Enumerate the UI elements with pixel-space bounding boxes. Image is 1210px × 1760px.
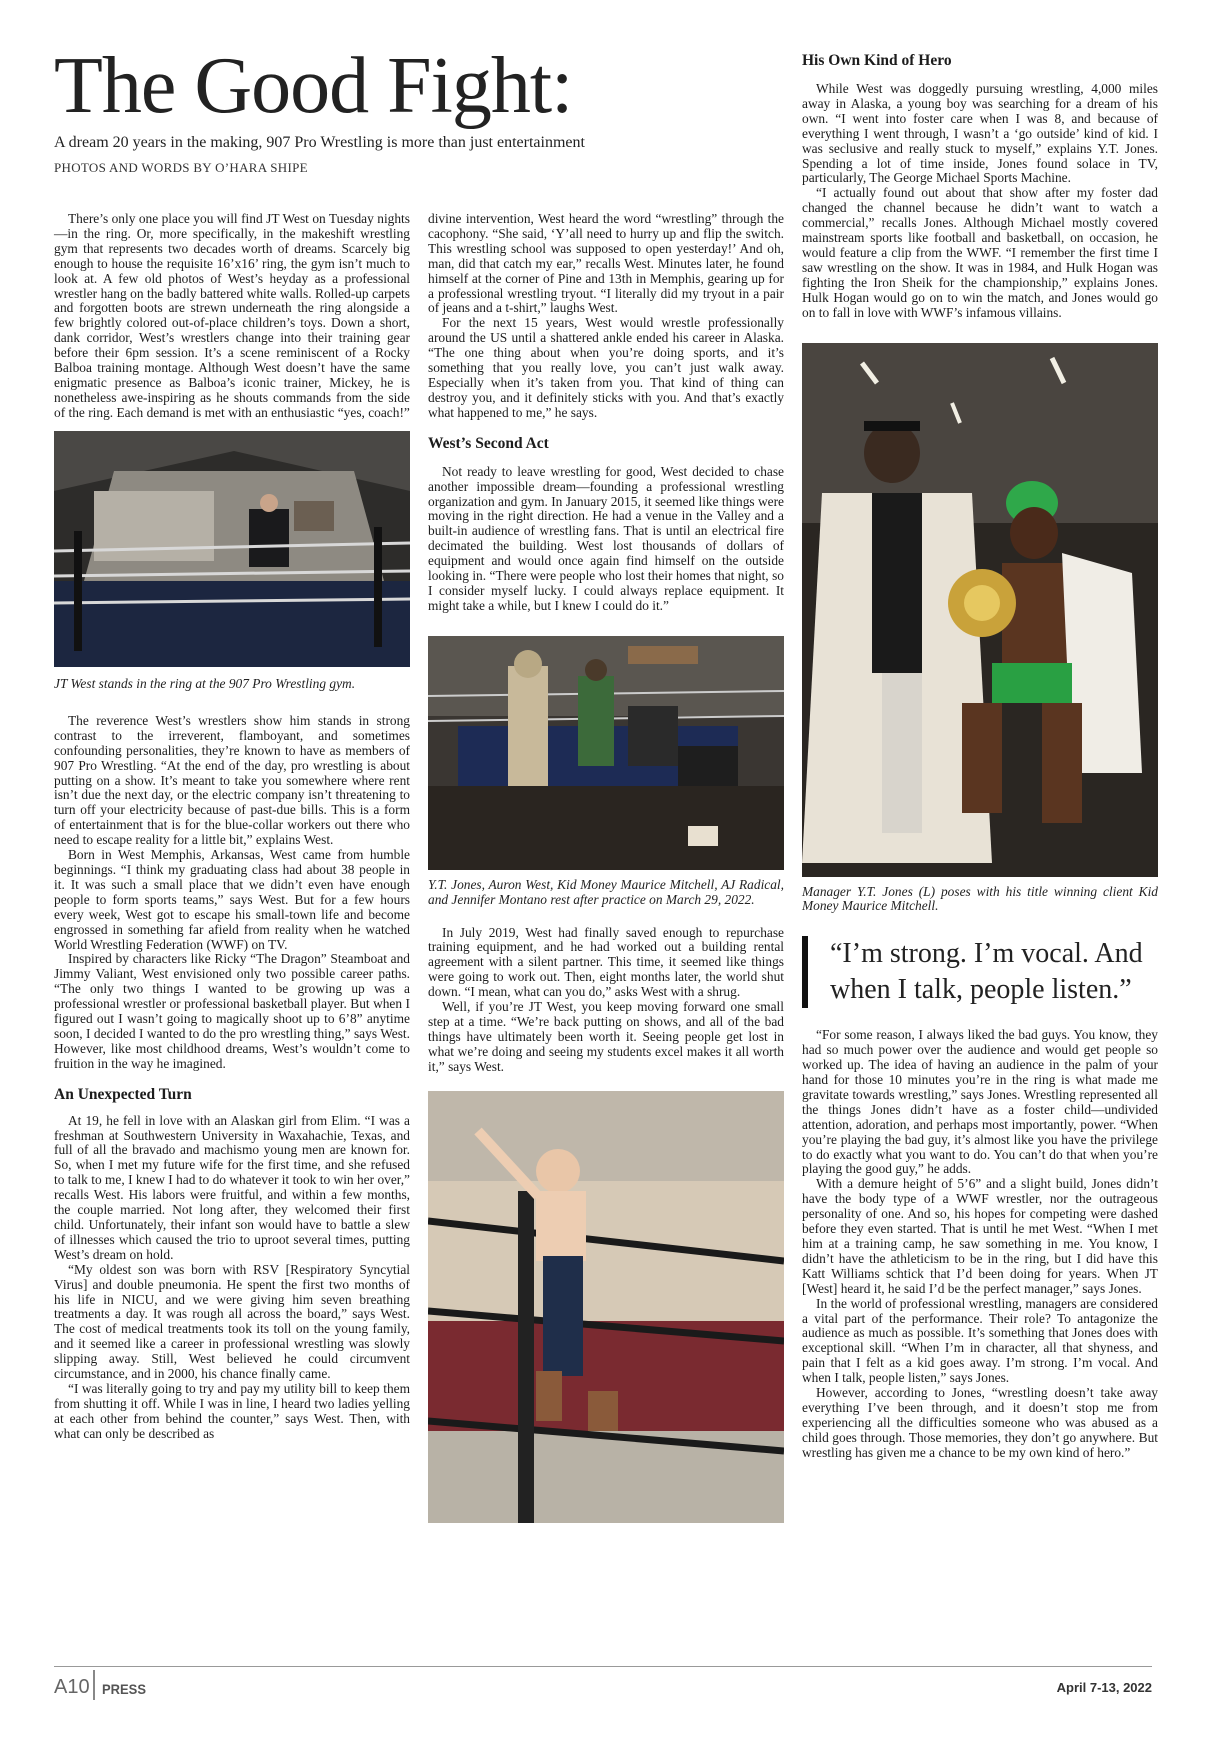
- paragraph: However, according to Jones, “wrestling doesn’t take away everything I’ve been through, and it doesn’t stop me from experiencing all the difficulties someone who was abused as a child goes through. Those memories, they don’t go anywhere. But wrestling has given me a chance to be my own kind of hero.”: [802, 1385, 1158, 1460]
- paragraph: “I was literally going to try and pay my utility bill to keep them from shutting it off. While I was in line, I heard two ladies yelling at each other from behind the counter,” says West. Then, with what can only be described as: [54, 1380, 410, 1441]
- paragraph: With a demure height of 5’6” and a slight build, Jones didn’t have the body type of a WWF wrestler, nor the outrageous personality of one. And so, his hopes for competing were dashed before they even started. That is until he met West. “When I met him at a training camp, he saw something in me. You know, I didn’t have the athleticism to be in the ring, but I did have this Katt Williams schtick that I’d been doing for years. When JT [West] heard it, he said I’d be the perfect manager,” says Jones.: [802, 1176, 1158, 1296]
- subhead-own-kind-of-hero: His Own Kind of Hero: [802, 52, 952, 69]
- paragraph: “For some reason, I always liked the bad guys. You know, they had so much power over the audience and would get people so worked up. The idea of having an audience in the palm of your hand for those 10 minutes you’re in the ring is what made me gravitate towards wrestling,” says Jones. Wrestling represented all the things Jones didn’t have as a foster child—undivided attention, adoration, and perhaps most importantly, power. “When you’re playing the bad guy, it’s almost like you have the privilege to do exactly what you want to do. You can’t do that when you’re playing the good guy,” he adds.: [802, 1027, 1158, 1177]
- paragraph: There’s only one place you will find JT West on Tuesday nights—in the ring. Or, more specifically, in the makeshift wrestling gym that represents two decades worth of dreams. Scarcely big enough to house the requisite 16’x16’ ring, the gym isn’t much to look at. A few old photos of West’s heyday as a professional wrestler hang on the badly battered white walls. Rolled-up carpets and forgotten boots are strewn underneath the ring alongside a few brightly colored out-of-place children’s toys. Down a short, dank corridor, West’s wrestlers change into their training gear before their 6pm session. It’s a scene reminiscent of a Rocky Balboa training montage. Although West doesn’t have the same enigmatic presence as Balboa’s iconic trainer, Mickey, he is nonetheless awe-inspiring as he shouts commands from the side of the ring. Each demand is met with an enthusiastic “yes, coach!”: [54, 211, 410, 420]
- subhead-unexpected-turn: An Unexpected Turn: [54, 1085, 192, 1103]
- footer-rule: [54, 1666, 1152, 1667]
- pull-quote: “I’m strong. I’m vocal. And when I talk, people listen.”: [802, 936, 1158, 1008]
- issue-date: April 7-13, 2022: [1056, 1680, 1152, 1695]
- paragraph: divine intervention, West heard the word “wrestling” through the cacophony. “She said, ‘Y’all need to hurry up and flip the switch. This wrestling school was supposed to open yesterday!’ And oh, man, did that catch my ear,” recalls West. Minutes later, he found himself at the corner of Pine and 13th in Memphis, gearing up for a professional wrestling tryout. “I literally did my tryout in a pair of jeans and a t-shirt,” laughs West.: [428, 211, 784, 316]
- svg-text:PRESS: PRESS: [102, 1681, 146, 1697]
- paragraph: In July 2019, West had finally saved enough to repurchase training equipment, and he had worked out a building rental agreement with a silent partner. This time, it seemed like things were going to work out. Then, eight months later, the world shut down. “I mean, what can you do,” asks West with a shrug.: [428, 924, 784, 1000]
- column-1: [54, 212, 410, 1442]
- paragraph: Born in West Memphis, Arkansas, West came from humble beginnings. “I think my graduating class had about 38 people in it. It was such a small place that we didn’t even have enough people to form sports teams,” says West. But for a few hours every week, West got to escape his small-town life and become engrossed in something far afield from reality when he watched World Wrestling Federation (WWF) on TV.: [54, 847, 410, 952]
- paragraph: “My oldest son was born with RSV [Respiratory Syncytial Virus] and double pneumonia. He spent the first two months of his life in NICU, and we were giving him seven breathing treatments a day. It was rough all across the board,” says West. The cost of medical treatments took its toll on the young family, and it seemed like a career in professional wrestling was slowly slipping away. Still, West believed he could circumvent circumstance, and in 2000, his chance finally came.: [54, 1261, 410, 1382]
- headline: The Good Fight:: [54, 42, 573, 130]
- column-2: [428, 212, 784, 1523]
- photo-wrestlers-resting: [428, 636, 784, 870]
- press-logo: [102, 1674, 146, 1700]
- paragraph: While West was doggedly pursuing wrestling, 4,000 miles away in Alaska, a young boy was searching for a dream of his own. “I went into foster care when I was 8, and because of everything I went through, I wasn’t a ‘go outside’ kind of kid. I was seclusive and really stuck to myself,” explains Y.T. Jones. Spending a lot of time inside, Jones found solace in TV, particularly, The George Michael Sports Machine.: [802, 81, 1158, 186]
- footer-divider: [93, 1670, 95, 1700]
- caption-gym-ring: JT West stands in the ring at the 907 Pro Wrestling gym.: [54, 676, 356, 691]
- photo-child-on-ropes: [428, 1091, 784, 1523]
- paragraph: “I actually found out about that show after my foster dad changed the channel because he didn’t want to watch a commercial,” recalls Jones. Although Michael mostly covered mainstream sports like football and basketball, on occasion, he would feature a clip from the WWF. “I remember the first time I saw wrestling on the show. It was in 1984, and Hulk Hogan was fighting the Iron Sheik for the championship,” explains Jones. Hulk Hogan would go on to win the match, and Jones would go on to fall in love with WWF’s infamous villains.: [802, 185, 1158, 320]
- page-number: A10: [54, 1676, 90, 1698]
- photo-jones-mitchell: [802, 343, 1158, 877]
- dek: A dream 20 years in the making, 907 Pro Wrestling is more than just entertainment: [54, 134, 585, 151]
- paragraph: At 19, he fell in love with an Alaskan girl from Elim. “I was a freshman at Southwestern University in Waxahachie, Texas, and full of all the bravado and machismo young men are known for. So, when I met my future wife for the first time, and she refused to talk to me, I knew I had to do whatever it took to win her over,” recalls West. His labors were fruitful, and within a few months, the couple married. Not long after, they welcomed their first child. Unfortunately, their infant son would have to battle a slew of illnesses which caused the trio to uproot several times, putting West’s dream on hold.: [54, 1112, 410, 1262]
- paragraph: Inspired by characters like Ricky “The Dragon” Steamboat and Jimmy Valiant, West envisioned only two possible career paths. “The only two things I wanted to be growing up was a professional wrestler or professional basketball player. But when I figured out I wasn’t going to magically shoot up to 6’8” anytime soon, I decided I wanted to do the pro wrestling thing,” says West. However, like most childhood dreams, West’s wouldn’t come to fruition in the way he imagined.: [54, 951, 410, 1071]
- photo-gym-ring: [54, 431, 410, 667]
- column-3: [802, 52, 1158, 1461]
- caption-wrestlers-resting: Y.T. Jones, Auron West, Kid Money Maurice Mitchell, AJ Radical, and Jennifer Montano rest after practice on March 29, 2022.: [428, 876, 784, 907]
- paragraph: Well, if you’re JT West, you keep moving forward one small step at a time. “We’re back putting on shows, and all of the bad things have ultimately been worth it. Seeing people get lost in what we’re doing and seeing my students excel makes it all worth it,” says West.: [428, 999, 784, 1074]
- paragraph: For the next 15 years, West would wrestle professionally around the US until a shattered ankle ended his career in Alaska. “The one thing about when you’re doing sports, and it’s something that you really love, you can’t just walk away. Especially when it’s taken from you. That kind of thing can destroy you, and it definitely sticks with you. And that’s exactly what happened to me,” he says.: [428, 315, 784, 420]
- caption-jones-mitchell: Manager Y.T. Jones (L) poses with his title winning client Kid Money Maurice Mitchell.: [802, 883, 1158, 914]
- paragraph: Not ready to leave wrestling for good, West decided to chase another impossible dream—founding a professional wrestling organization and gym. In January 2015, it seemed like things were moving in the right direction. He had a venue in the Valley and a built-in audience of wrestling fans. That is until an electrical fire decimated the building. West lost thousands of dollars of equipment and would once again find himself on the outside looking in. “There were people who lost their homes that night, so I consider myself lucky. I could always replace equipment. It might take a while, but I knew I could do it.”: [428, 463, 785, 613]
- paragraph: The reverence West’s wrestlers show him stands in strong contrast to the irreverent, flamboyant, and sometimes confounding personalities, they’re known to have as members of 907 Pro Wrestling. “At the end of the day, pro wrestling is about putting on a show. It’s meant to take you somewhere where rent isn’t due the next day, or the electric company isn’t threatening to turn off your electricity because of past-due bills. This is a form of entertainment that is for the blue-collar workers out there who need to escape reality for a little bit,” explains West.: [54, 712, 410, 848]
- paragraph: In the world of professional wrestling, managers are considered a vital part of the performance. Their role? To antagonize the audience as much as possible. It’s something that Jones does with exceptional skill. “When I’m in character, all that shyness, and pain that I felt as a kid goes away. I’m strong. I’m vocal. And when I talk, people listen,” says Jones.: [802, 1295, 1158, 1386]
- subhead-second-act: West’s Second Act: [428, 434, 549, 452]
- byline: PHOTOS AND WORDS BY O’HARA SHIPE: [54, 160, 308, 175]
